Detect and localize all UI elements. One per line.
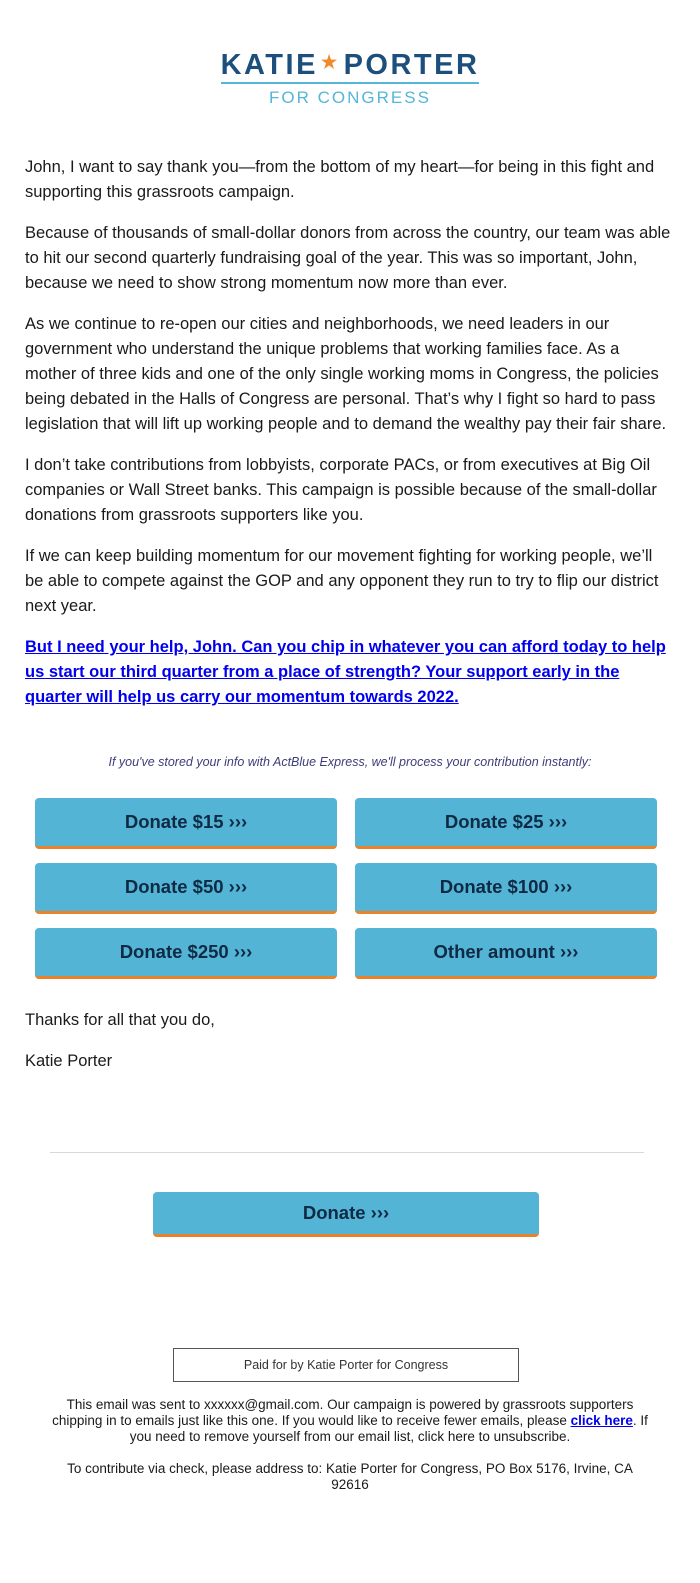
email-body [25,155,675,726]
divider [50,1152,644,1153]
donate-100-button[interactable]: Donate $100 ››› [355,863,657,914]
donate-15-button[interactable]: Donate $15 ››› [35,798,337,849]
logo-subtitle: FOR CONGRESS [269,88,431,107]
signoff-name: Katie Porter [25,1052,113,1070]
signoff-thanks: Thanks for all that you do, [25,1011,215,1029]
body-paragraph: As we continue to re-open our cities and neighborhoods, we need leaders in our government who understand the unique problems that working families face. As a mother of three kids and one of the only single working moms in Congress, the policies being debated in the Halls of Congress are personal. That’s why I fight so hard to pass legislation that will lift up working people and to demand the wealthy pay their fair share. [25,315,667,433]
logo-last-name: PORTER [343,49,480,81]
footer-unsubscribe-text: . If you need to remove yourself from our email list, click here to unsubscribe. [129,1413,648,1444]
actblue-express-note: If you've stored your info with ActBlue Express, we'll process your contribution instantly: [108,755,592,769]
footer-check-address: To contribute via check, please address to: Katie Porter for Congress, PO Box 5176, Irvine, CA 92616 [67,1461,633,1492]
email-footer [50,1397,650,1509]
main-donate-button[interactable]: Donate ››› [153,1192,539,1237]
footer-email-notice [50,1397,650,1445]
cta-paragraph [25,635,675,710]
donate-other-amount-button[interactable]: Other amount ››› [355,928,657,979]
cta-donate-link[interactable]: But I need your help, John. Can you chip in whatever you can afford today to help us start our third quarter from a place of strength? Your support early in the quarter will help us carry our momentum towards 2022. [25,638,666,706]
donate-50-button[interactable]: Donate $50 ››› [35,863,337,914]
body-paragraph: If we can keep building momentum for our movement fighting for working people, we’ll be able to compete against the GOP and any opponent they run to try to flip our district next year. [25,547,659,615]
footer-notice-text: This email was sent to xxxxxx@gmail.com. Our campaign is powered by grassroots supporters chipping in to emails just like this one. If you would like to receive fewer emails, please [52,1397,634,1428]
paid-for-disclaimer: Paid for by Katie Porter for Congress [173,1348,519,1382]
logo-wordmark [221,50,480,80]
star-icon: ★ [320,52,340,72]
donate-250-button[interactable]: Donate $250 ››› [35,928,337,979]
body-paragraph: John, I want to say thank you—from the bottom of my heart—for being in this fight and supporting this grassroots campaign. [25,158,655,201]
body-paragraph: Because of thousands of small-dollar donors from across the country, our team was able to hit our second quarterly fundraising goal of the year. This was so important, John, because we need to show strong momentum now more than ever. [25,224,671,292]
donate-button-grid [35,798,657,979]
donate-25-button[interactable]: Donate $25 ››› [355,798,657,849]
signoff [25,1008,675,1090]
campaign-logo [0,50,700,108]
logo-divider [221,82,479,84]
body-paragraph: I don’t take contributions from lobbyists, corporate PACs, or from executives at Big Oil companies or Wall Street banks. This campaign is possible because of the small-dollar donations from grassroots supporters like you. [25,456,657,524]
fewer-emails-link[interactable]: click here [570,1413,633,1428]
logo-first-name: KATIE [220,49,318,81]
